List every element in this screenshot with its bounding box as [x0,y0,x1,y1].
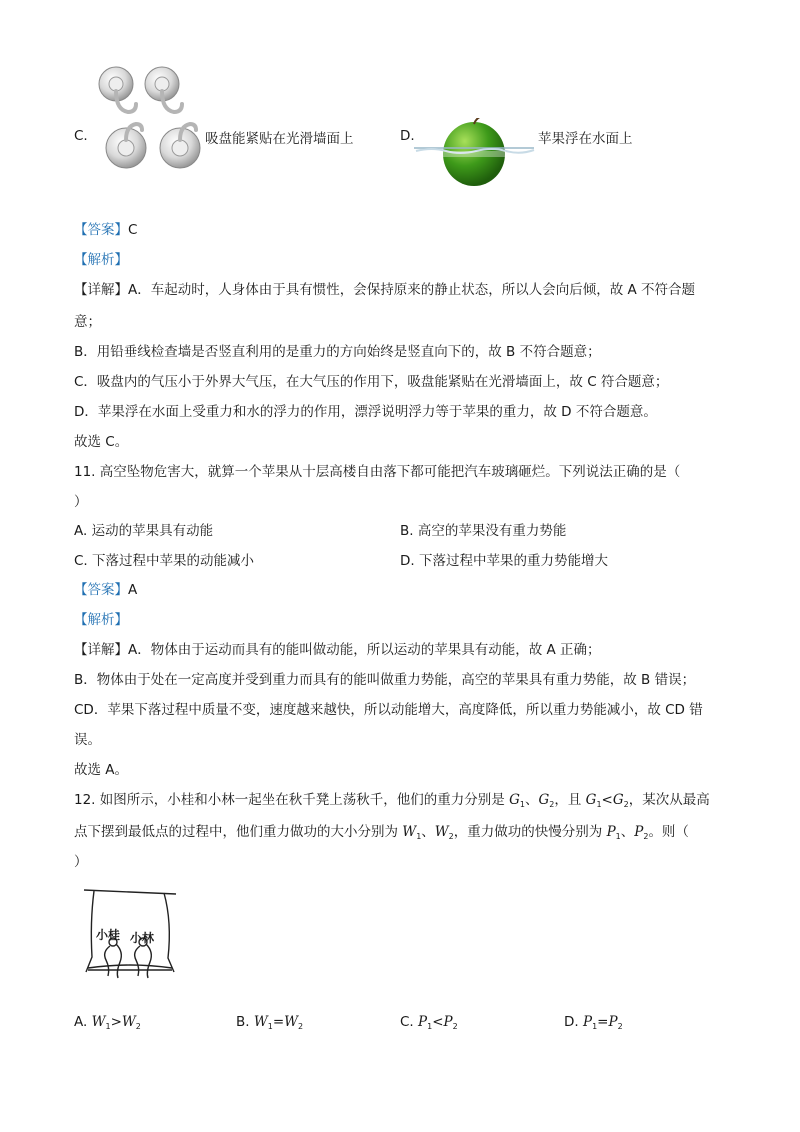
q12-option-c [400,1014,458,1031]
detail-text: A．物体由于运动而具有的能叫做动能，所以运动的苹果具有动能，故 A 正确； [128,642,601,658]
sub-2: 2 [643,832,649,841]
sub-1: 1 [267,1022,273,1031]
less-than: < [601,792,613,808]
q12-stem-line-3: ） [74,854,88,870]
q11-answer-line [74,578,137,598]
sub-2: 2 [452,1022,458,1031]
sep: 、 [421,824,435,840]
var-g: G [538,792,550,808]
var-p: P [634,824,644,840]
q10-answer-line [74,218,137,238]
stem-text: 点下摆到最低点的过程中，他们重力做功的大小分别为 [74,824,403,840]
q10-detail-c: C．吸盘内的气压小于外界大气压，在大气压的作用下，吸盘能紧贴在光滑墙面上，故 C 符合题意； [74,374,669,390]
var-w: W [434,824,449,840]
option-d-letter: D. [400,128,415,144]
q11-conclusion: 故选 A。 [74,762,129,778]
var-g: G [509,792,520,808]
q10-detail-d: D．苹果浮在水面上受重力和水的浮力的作用，漂浮说明浮力等于苹果的重力，故 D 不符合题意。 [74,404,657,420]
q12-stem-line-1 [74,788,710,809]
var-p: P [582,1014,593,1030]
answer-value: C [128,222,138,238]
sub-1: 1 [596,800,602,809]
q10-conclusion: 故选 C。 [74,434,129,450]
answer-tag: 【答案】 [74,222,128,238]
q12-option-a [74,1014,141,1031]
q11-detail-cd-cont: 误。 [74,732,101,748]
sub-2: 2 [298,1022,304,1031]
q10-detail-a [74,278,695,298]
sub-1: 1 [592,1022,598,1031]
q11-detail-b: B．物体由于处在一定高度并受到重力而具有的能叫做重力势能，高空的苹果具有重力势能，故 B 错误； [74,672,696,688]
q12-option-d [564,1014,623,1031]
q10-detail-a-cont: 意； [74,314,101,330]
sub-2: 2 [623,800,629,809]
option-letter: A. [74,1014,88,1030]
answer-tag: 【答案】 [74,582,128,598]
q11-option-a: A. 运动的苹果具有动能 [74,523,214,539]
var-w: W [253,1014,268,1030]
less-than: < [432,1014,444,1030]
figure-label-xiaogui: 小桂 [96,928,121,942]
q12-stem-line-2 [74,820,689,841]
sep: 、 [524,792,539,808]
sub-2: 2 [549,800,555,809]
var-w: W [91,1014,106,1030]
option-c-caption: 吸盘能紧贴在光滑墙面上 [205,131,354,147]
stem-text: ，重力做功的快慢分别为 [453,824,607,840]
sub-1: 1 [105,1022,111,1031]
greater-than: > [110,1014,122,1030]
sub-1: 1 [416,832,422,841]
var-p: P [443,1014,453,1030]
stem-text: ，某次从最高 [628,792,710,808]
sep: 、 [620,824,635,840]
equals: = [597,1014,609,1030]
sub-2: 2 [617,1022,623,1031]
option-d-caption: 苹果浮在水面上 [538,131,633,147]
stem-text: 12. 如图所示，小桂和小林一起坐在秋千凳上荡秋千，他们的重力分别是 [74,792,510,808]
q11-detail-cd: CD．苹果下落过程中质量不变，速度越来越快，所以动能增大，高度降低，所以重力势能减小，故 CD 错 [74,702,703,718]
analysis-tag: 【解析】 [74,612,128,628]
q11-stem-cont: ） [74,494,88,510]
sub-1: 1 [615,832,621,841]
floating-apple-image [412,118,538,190]
equals: = [272,1014,285,1030]
q11-detail-a [74,638,601,658]
sub-1: 1 [427,1022,433,1031]
answer-value: A [128,582,138,598]
q11-option-c: C. 下落过程中苹果的动能减小 [74,553,255,569]
detail-tag: 【详解】 [74,282,128,298]
option-letter: C. [400,1014,414,1030]
analysis-tag: 【解析】 [74,252,128,268]
q12-option-b [236,1014,303,1031]
option-letter: D. [564,1014,579,1030]
var-p: P [418,1014,428,1030]
var-g: G [612,792,624,808]
detail-text: A．车起动时，人身体由于具有惯性，会保持原来的静止状态，所以人会向后倾，故 A 不符合题 [128,282,696,298]
q11-option-d: D. 下落过程中苹果的重力势能增大 [400,553,608,569]
suction-cup-hooks-image [96,62,206,174]
var-p: P [608,1014,618,1030]
sub-2: 2 [135,1022,141,1031]
var-g: G [585,792,597,808]
and-text: ，且 [554,792,586,808]
var-w: W [284,1014,299,1030]
option-c-letter: C. [74,128,88,144]
var-w: W [121,1014,136,1030]
sub-2: 2 [448,832,454,841]
var-w: W [402,824,417,840]
sub-1: 1 [519,800,525,809]
option-letter: B. [236,1014,250,1030]
detail-tag: 【详解】 [74,642,128,658]
stem-text: 。则（ [648,824,689,840]
var-p: P [606,824,616,840]
q11-stem: 11. 高空坠物危害大，就算一个苹果从十层高楼自由落下都可能把汽车玻璃砸烂。下列说法正确的是（ [74,464,681,480]
q11-option-b: B. 高空的苹果没有重力势能 [400,523,567,539]
figure-label-xiaolin: 小林 [130,931,155,945]
q10-detail-b: B．用铅垂线检查墙是否竖直利用的是重力的方向始终是竖直向下的，故 B 不符合题意； [74,344,601,360]
